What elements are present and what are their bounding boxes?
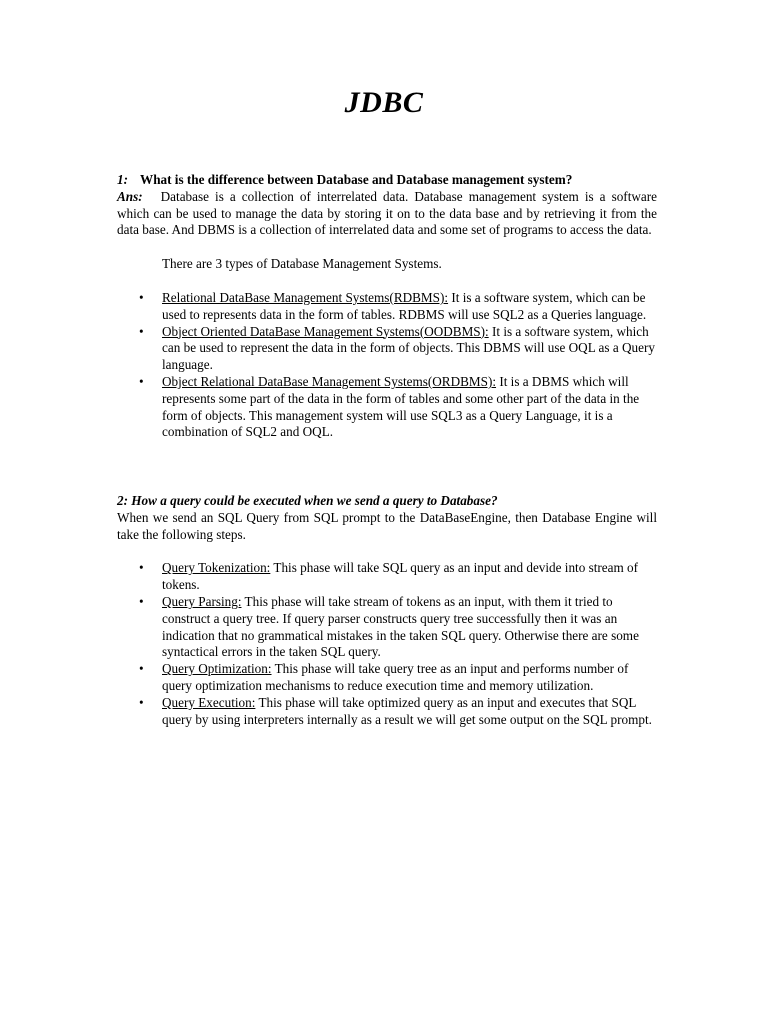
dbms-types-list bbox=[117, 290, 657, 441]
list-item bbox=[117, 695, 657, 729]
list-item bbox=[117, 594, 657, 661]
section-2 bbox=[117, 493, 657, 728]
list-item-term: Query Tokenization: bbox=[162, 560, 271, 576]
bullet-icon: • bbox=[139, 373, 144, 389]
query-steps-list bbox=[117, 560, 657, 728]
bullet-icon: • bbox=[139, 560, 144, 576]
bullet-icon: • bbox=[139, 593, 144, 609]
list-item-desc: It is a software system, which can be used to represent the data in the form of objects. This DBMS will use OQL as a Query language. bbox=[162, 323, 655, 373]
bullet-icon: • bbox=[139, 694, 144, 710]
question-2: 2: How a query could be executed when we send a query to Database? bbox=[117, 493, 498, 508]
answer-1 bbox=[117, 189, 657, 239]
list-item-desc: It is a software system, which can be used to represents data in the form of tables. RDBMS will use SQL2 as a Queries language. bbox=[162, 289, 647, 322]
question-1 bbox=[117, 172, 657, 189]
bullet-icon: • bbox=[139, 661, 144, 677]
bullet-icon: • bbox=[139, 289, 144, 305]
list-item-desc: This phase will take optimized query as an input and executes that SQL query by using interpreters internally as a result we will get some output on the SQL prompt. bbox=[162, 694, 652, 727]
list-item bbox=[117, 374, 657, 441]
list-item-term: Query Parsing: bbox=[162, 593, 242, 609]
list-item-term: Query Execution: bbox=[162, 694, 256, 710]
list-item-term: Query Optimization: bbox=[162, 661, 272, 677]
document-title: JDBC bbox=[344, 86, 424, 119]
list-item-term: Object Oriented DataBase Management Systems(OODBMS): bbox=[162, 323, 489, 339]
list-item-term: Object Relational DataBase Management Systems(ORDBMS): bbox=[162, 373, 497, 389]
section-2-intro: When we send an SQL Query from SQL prompt to the DataBaseEngine, then Database Engine will take the following steps. bbox=[117, 509, 657, 542]
dbms-types-intro: There are 3 types of Database Management Systems. bbox=[162, 256, 442, 272]
question-1-number: 1: bbox=[117, 172, 128, 187]
list-item bbox=[117, 560, 657, 594]
list-item-desc: It is a DBMS which will represents some part of the data in the form of tables and some other part of the data in the form of objects. This management system will use SQL3 as a Query Language, it is a combination of SQL2 and OQL. bbox=[162, 373, 640, 440]
list-item-desc: This phase will take query tree as an input and performs number of query optimization mechanisms to reduce execution time and memory utilization. bbox=[162, 661, 629, 693]
question-1-text: What is the difference between Database and Database management system? bbox=[140, 172, 573, 187]
bullet-icon: • bbox=[139, 323, 144, 339]
answer-1-text: Database is a collection of interrelated data. Database management system is a software which can be used to manage the data by storing it on to the data base and by retrieving it from the data base. And DBMS is a collection of interrelated data and some set of programs to access the data. bbox=[117, 188, 657, 238]
answer-label: Ans: bbox=[117, 188, 143, 204]
list-item bbox=[117, 324, 657, 374]
list-item-term: Relational DataBase Management Systems(RDBMS): bbox=[162, 289, 449, 305]
list-item bbox=[117, 290, 657, 324]
list-item-desc: This phase will take stream of tokens as an input, with them it tried to construct a query tree. If query parser constructs query tree successfully then it was an indication that no grammatical mistakes in the taken SQL query. Otherwise there are some syntactical errors in the taken SQL query. bbox=[162, 593, 639, 660]
list-item bbox=[117, 661, 657, 695]
section-1 bbox=[117, 172, 657, 441]
list-item-desc: This phase will take SQL query as an input and devide into stream of tokens. bbox=[162, 560, 639, 593]
